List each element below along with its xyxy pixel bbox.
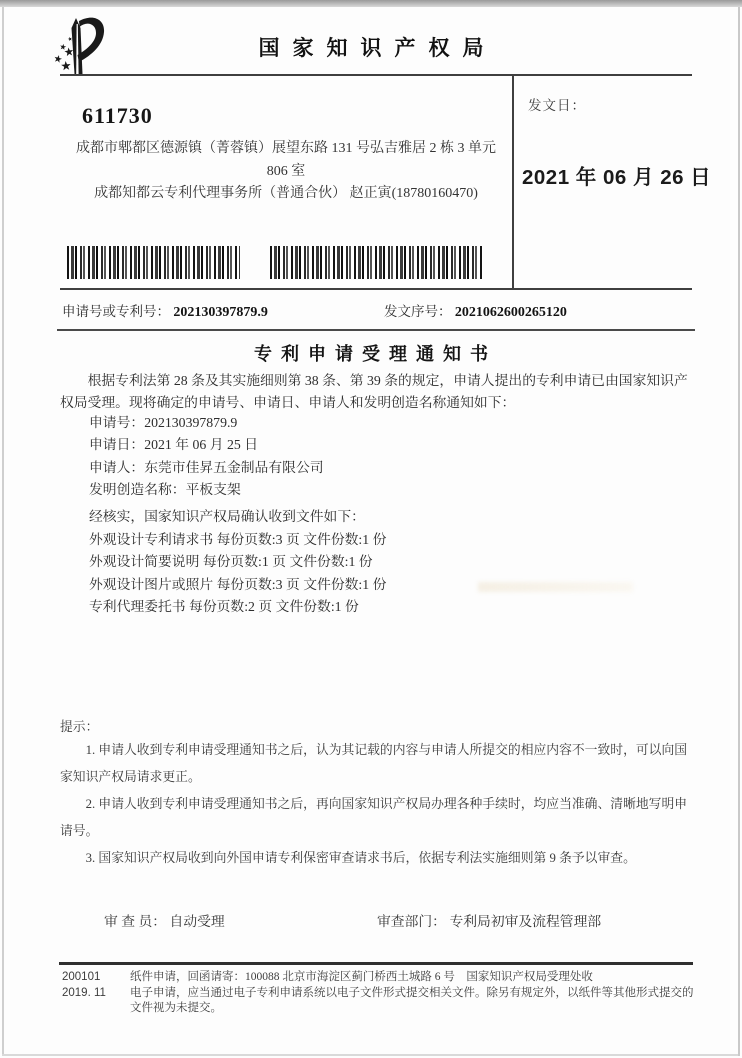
examiner-label: 审 查 员： — [104, 914, 167, 929]
detail-label: 发明创造名称： — [89, 481, 186, 497]
document-title: 专利申请受理通知书 — [254, 344, 497, 364]
footer-code-2: 2019. 11 — [62, 986, 106, 999]
footer-text-2: 电子申请，应当通过电子专利申请系统以电子文件形式提交相关文件。除另有规定外，以纸件等其他形式提交的文件视为未提交。 — [130, 986, 694, 1014]
department-label: 审查部门： — [377, 914, 446, 929]
serial-number-row — [384, 300, 567, 321]
address-line-2: 806 室 — [266, 163, 306, 179]
header-divider — [60, 74, 692, 76]
scan-edge-right — [738, 7, 740, 1056]
detail-row-applicant — [89, 457, 324, 479]
postal-code: 611730 — [82, 103, 153, 128]
serial-number-label: 发文序号： — [384, 304, 452, 319]
detail-value: 平板支架 — [185, 481, 241, 497]
received-header: 经核实，国家知识产权局确认收到文件如下： — [89, 509, 365, 524]
tip-item-2: 2. 申请人收到专利申请受理通知书之后，再向国家知识产权局办理各种手续时，均应当准确、清晰地写明申请号。 — [60, 797, 688, 838]
tips-header: 提示： — [60, 720, 99, 734]
footer-notes — [62, 970, 694, 1017]
tip-item-1: 1. 申请人收到专利申请受理通知书之后，认为其记载的内容与申请人所提交的相应内容不一致时，可以向国家知识产权局请求更正。 — [60, 743, 688, 784]
received-file-row: 外观设计专利请求书 每份页数:3 页 文件份数:1 份 — [89, 531, 387, 547]
detail-row-filing-date — [89, 434, 324, 456]
barcode-left — [67, 246, 240, 279]
examiner-row — [104, 910, 225, 930]
tips-list — [60, 737, 690, 872]
application-details — [89, 412, 324, 501]
agency-title: 国家知识产权局 — [258, 36, 497, 60]
serial-number-value: 2021062600265120 — [454, 305, 567, 320]
received-file-row: 外观设计图片或照片 每份页数:3 页 文件份数:1 份 — [89, 576, 387, 592]
footer-code-1: 200101 — [62, 971, 101, 983]
scan-edge-left — [2, 7, 4, 1056]
scan-edge-top — [0, 0, 742, 7]
application-number-value: 202130397879.9 — [173, 305, 268, 320]
scan-edge-bottom — [2, 1054, 738, 1056]
faint-watermark — [478, 582, 633, 592]
address-line-1: 成都市郫都区德源镇（菁蓉镇）展望东路 131 号弘吉雅居 2 栋 3 单元 — [76, 141, 496, 156]
issue-date-label: 发文日： — [528, 98, 586, 113]
detail-label: 申请号： — [89, 415, 145, 430]
issue-date-value: 2021 年 06 月 26 日 — [522, 166, 712, 189]
detail-row-invention-title — [89, 479, 324, 501]
examiner-value: 自动受理 — [169, 914, 225, 929]
notice-box-bottom-divider — [60, 288, 692, 290]
footer-row-paper — [62, 970, 694, 986]
detail-value: 2021 年 06 月 25 日 — [144, 437, 259, 453]
received-file-row: 专利代理委托书 每份页数:2 页 文件份数:1 份 — [89, 599, 359, 614]
detail-label: 申请人： — [89, 459, 145, 475]
footer-text-1: 纸件申请，回函请寄：100088 北京市海淀区蓟门桥西土城路 6 号 国家知识产权局受理处收 — [130, 971, 593, 983]
address-line-3: 成都知都云专利代理事务所（普通合伙） 赵正寅(18780160470) — [94, 186, 478, 201]
department-value: 专利局初审及流程管理部 — [449, 914, 602, 929]
detail-value: 东莞市佳昇五金制品有限公司 — [144, 459, 324, 475]
reference-row-divider — [57, 329, 695, 331]
tip-item-3: 3. 国家知识产权局收到向外国申请专利保密审查请求书后，依据专利法实施细则第 9 条予以审查。 — [85, 851, 636, 865]
notice-box-vertical-divider — [512, 74, 514, 290]
detail-value: 202130397879.9 — [144, 415, 238, 430]
received-file-row: 外观设计简要说明 每份页数:1 页 文件份数:1 份 — [89, 554, 373, 569]
detail-label: 申请日： — [89, 437, 145, 453]
received-documents — [89, 506, 386, 619]
detail-row-application-no — [89, 412, 324, 434]
department-row — [377, 910, 601, 930]
application-number-label: 申请号或专利号： — [62, 304, 170, 319]
footer-row-electronic — [62, 986, 694, 1017]
footer-divider — [59, 962, 693, 965]
recipient-address — [62, 138, 510, 206]
barcode-right — [270, 246, 483, 279]
application-number-row — [62, 300, 268, 321]
intro-paragraph: 根据专利法第 28 条及其实施细则第 38 条、第 39 条的规定，申请人提出的专利申请已由国家知识产权局受理。现将确定的申请号、申请日、申请人和发明创造名称通知如下： — [60, 373, 688, 410]
